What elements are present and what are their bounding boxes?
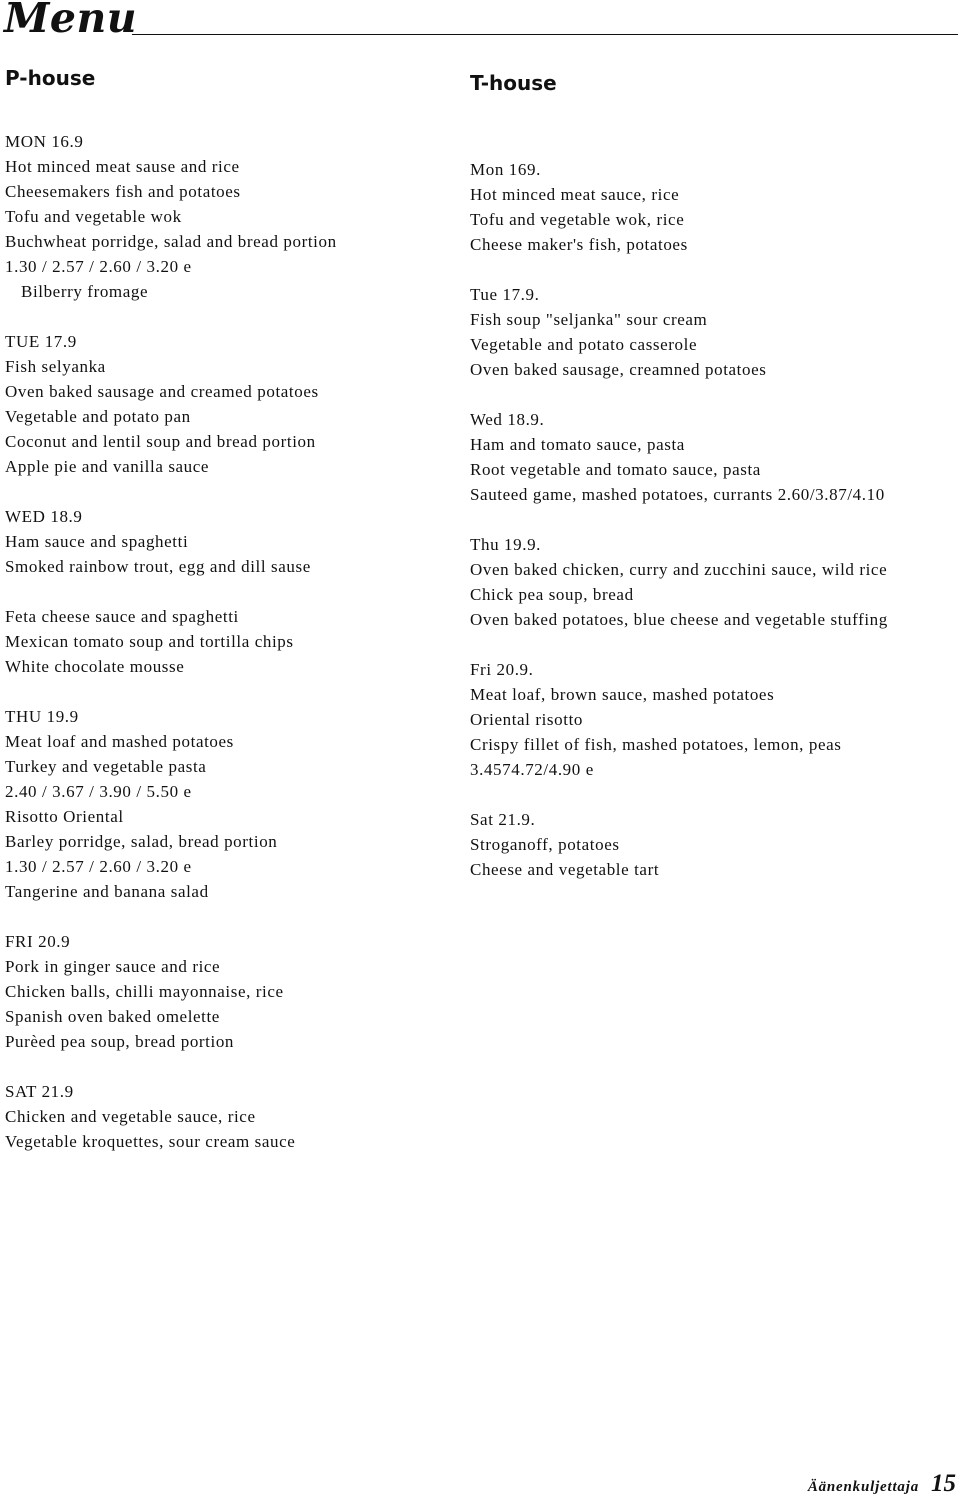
menu-item: Mexican tomato soup and tortilla chips — [5, 632, 294, 651]
menu-item: Barley porridge, salad, bread portion — [5, 832, 278, 851]
p-house-day-block — [5, 504, 450, 679]
menu-item: Hot minced meat sauce, rice — [470, 185, 680, 204]
menu-item: Fish soup "seljanka" sour cream — [470, 310, 708, 329]
menu-item: 3.4574.72/4.90 e — [470, 760, 594, 779]
p-house-day-block — [5, 329, 450, 479]
menu-item: Apple pie and vanilla sauce — [5, 457, 210, 476]
menu-item: Vegetable and potato casserole — [470, 335, 698, 354]
t-house-menu — [470, 157, 960, 907]
menu-item: Oven baked sausage and creamed potatoes — [5, 382, 319, 401]
menu-item: Stroganoff, potatoes — [470, 835, 620, 854]
t-house-day-block — [470, 407, 960, 507]
menu-item: Turkey and vegetable pasta — [5, 757, 207, 776]
menu-item: Risotto Oriental — [5, 807, 124, 826]
menu-item: Cheese and vegetable tart — [470, 860, 660, 879]
menu-item: Buchwheat porridge, salad and bread portion — [5, 232, 337, 251]
p-house-heading: P-house — [5, 66, 96, 90]
menu-item: Spanish oven baked omelette — [5, 1007, 220, 1026]
menu-item: Hot minced meat sause and rice — [5, 157, 240, 176]
menu-item: Oven baked chicken, curry and zucchini sauce, wild rice — [470, 560, 888, 579]
menu-item: Oven baked potatoes, blue cheese and vegetable stuffing — [470, 610, 888, 629]
t-house-day-block — [470, 807, 960, 882]
menu-item: Vegetable kroquettes, sour cream sauce — [5, 1132, 296, 1151]
day-label: Sat 21.9. — [470, 810, 536, 829]
menu-item: Meat loaf and mashed potatoes — [5, 732, 234, 751]
page-number: 15 — [931, 1470, 956, 1497]
menu-item: Vegetable and potato pan — [5, 407, 191, 426]
day-label: FRI 20.9 — [5, 932, 71, 951]
title-rule — [132, 34, 958, 35]
menu-item: Chicken and vegetable sauce, rice — [5, 1107, 256, 1126]
menu-item: Meat loaf, brown sauce, mashed potatoes — [470, 685, 775, 704]
menu-item: Root vegetable and tomato sauce, pasta — [470, 460, 761, 479]
t-house-heading: T-house — [470, 71, 557, 95]
menu-item: Chick pea soup, bread — [470, 585, 634, 604]
menu-item: White chocolate mousse — [5, 657, 185, 676]
menu-item: Feta cheese sauce and spaghetti — [5, 607, 239, 626]
day-label: Thu 19.9. — [470, 535, 542, 554]
page-title: Menu — [4, 0, 138, 42]
menu-blank-line — [5, 579, 450, 604]
menu-item: Tofu and vegetable wok — [5, 207, 182, 226]
p-house-day-block — [5, 704, 450, 904]
t-house-day-block — [470, 282, 960, 382]
day-label: Tue 17.9. — [470, 285, 540, 304]
menu-item: Pork in ginger sauce and rice — [5, 957, 221, 976]
day-label: Mon 169. — [470, 160, 541, 179]
menu-item: Oriental risotto — [470, 710, 583, 729]
page-footer — [808, 1470, 956, 1498]
menu-item: Purèed pea soup, bread portion — [5, 1032, 235, 1051]
publication-name: Äänenkuljettaja — [807, 1479, 919, 1495]
menu-item: Sauteed game, mashed potatoes, currants 2.60/3.87/4.10 — [470, 485, 885, 504]
menu-item: Chicken balls, chilli mayonnaise, rice — [5, 982, 284, 1001]
menu-item: Crispy fillet of fish, mashed potatoes, lemon, peas — [470, 735, 842, 754]
menu-item: Ham and tomato sauce, pasta — [470, 435, 685, 454]
day-label: THU 19.9 — [5, 707, 79, 726]
menu-item: Ham sauce and spaghetti — [5, 532, 189, 551]
menu-item: 1.30 / 2.57 / 2.60 / 3.20 e — [5, 257, 192, 276]
menu-item: Tofu and vegetable wok, rice — [470, 210, 685, 229]
t-house-day-block — [470, 157, 960, 257]
menu-item: Cheese maker's fish, potatoes — [470, 235, 688, 254]
t-house-day-block — [470, 657, 960, 782]
title-row — [4, 0, 958, 40]
menu-item: Tangerine and banana salad — [5, 882, 209, 901]
menu-item: Bilberry fromage — [21, 282, 149, 301]
day-label: WED 18.9 — [5, 507, 83, 526]
menu-item: 2.40 / 3.67 / 3.90 / 5.50 e — [5, 782, 192, 801]
p-house-day-block — [5, 929, 450, 1054]
day-label: Wed 18.9. — [470, 410, 545, 429]
menu-item: Coconut and lentil soup and bread portion — [5, 432, 316, 451]
menu-item: Oven baked sausage, creamned potatoes — [470, 360, 767, 379]
p-house-day-block — [5, 1079, 450, 1154]
day-label: SAT 21.9 — [5, 1082, 74, 1101]
p-house-day-block — [5, 129, 450, 304]
day-label: MON 16.9 — [5, 132, 84, 151]
menu-item: 1.30 / 2.57 / 2.60 / 3.20 e — [5, 857, 192, 876]
day-label: Fri 20.9. — [470, 660, 534, 679]
t-house-day-block — [470, 532, 960, 632]
menu-item: Fish selyanka — [5, 357, 106, 376]
p-house-menu — [5, 129, 450, 1179]
menu-item: Cheesemakers fish and potatoes — [5, 182, 241, 201]
menu-item: Smoked rainbow trout, egg and dill sause — [5, 557, 311, 576]
day-label: TUE 17.9 — [5, 332, 77, 351]
